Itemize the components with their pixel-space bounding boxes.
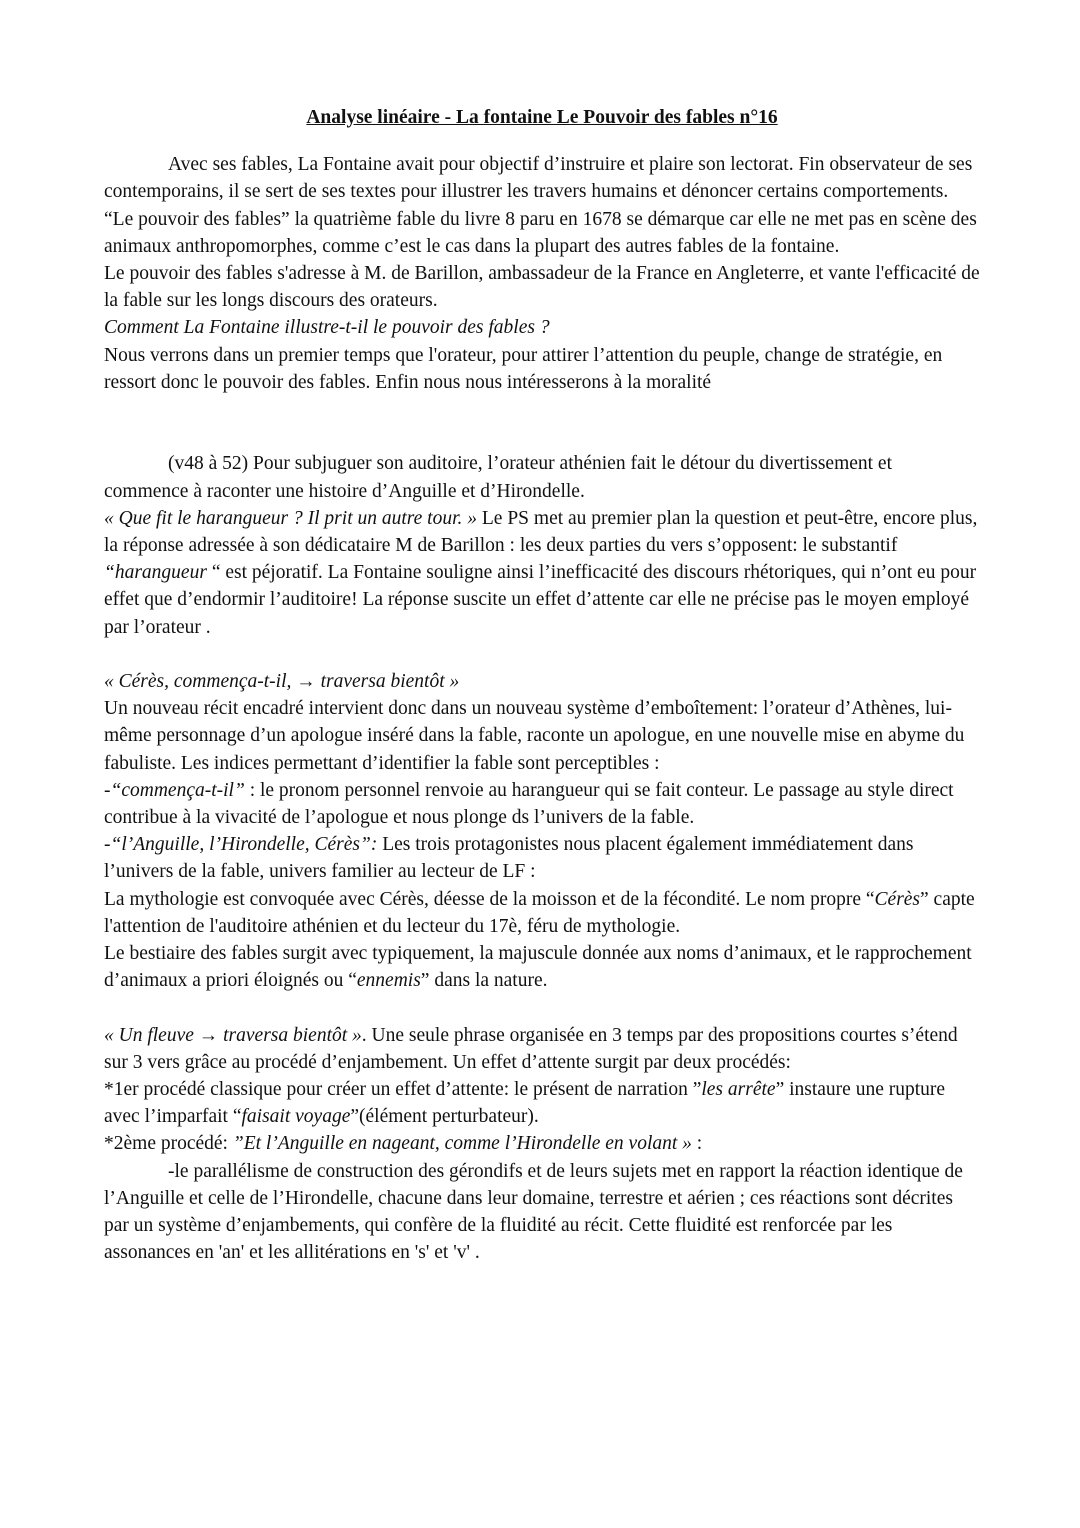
part3-paragraph-1: « Un fleuve → traversa bientôt ». Une seule phrase organisée en 3 temps par des propositions courtes s’étend sur 3 vers grâce au procédé d’enjambement. Un effet d’attente surgit par deux procédés:	[104, 1024, 958, 1073]
part2-paragraph-2: La mythologie est convoquée avec Cérès, déesse de la moisson et de la fécondité. Le nom propre “Cérès” capte l'attention de l'auditoire athénien et du lecteur du 17è, féru de mythologie.	[104, 888, 975, 937]
document-title: Analyse linéaire - La fontaine Le Pouvoir des fables n°16	[306, 107, 778, 128]
part2-bullet-1: -“commença-t-il” : le pronom personnel renvoie au harangueur qui se fait conteur. Le passage au style direct contribue à la vivacité de l’apologue et nous plonge ds l’univers de la fable.	[104, 779, 954, 829]
part2-paragraph-3: Le bestiaire des fables surgit avec typiquement, la majuscule donnée aux noms d’animaux, et le rapprochement d’animaux a priori éloignés ou “ennemis” dans la nature.	[104, 943, 972, 992]
document-page	[104, 104, 980, 1266]
problematic-question: Comment La Fontaine illustre-t-il le pouvoir des fables ?	[104, 317, 550, 339]
term-harangueur: “harangueur	[104, 562, 207, 584]
part2-bullet-2: -“l’Anguille, l’Hirondelle, Cérès”: Les trois protagonistes nous placent également immédiatement dans l’univers de la fable, univers familier au lecteur de LF :	[104, 834, 914, 883]
part3-step-1: *1er procédé classique pour créer un effet d’attente: le présent de narration ”les arrête” instaure une rupture avec l’imparfait “faisait voyage”(élément perturbateur).	[104, 1079, 946, 1128]
part3-step-2: *2ème procédé: ”Et l’Anguille en nageant, comme l’Hirondelle en volant » :	[104, 1133, 703, 1155]
intro-plan: Nous verrons dans un premier temps que l'orateur, pour attirer l’attention du peuple, change de stratégie, en ressort donc le pouvoir des fables. Enfin nous nous intéresserons à la moralité	[104, 344, 943, 393]
part3-paragraph-2: -le parallélisme de construction des gérondifs et de leurs sujets met en rapport la réaction identique de l’Anguille et celle de l’Hirondelle, chacune dans leur domaine, terrestre et aérien ; ces réactions sont décrites par un système d’enjambements, qui confère de la fluidité au récit. Cette fluidité est renforcée par les assonances en 'an' et les allitérations en 's' et 'v' .	[104, 1160, 963, 1264]
quote-harangueur: « Que fit le harangueur ? Il prit un autre tour. »	[104, 507, 478, 529]
intro-paragraph-2: “Le pouvoir des fables” la quatrième fable du livre 8 paru en 1678 se démarque car elle ne met pas en scène des animaux anthropomorphes, comme c’est le cas dans la plupart des autres fables de la fontaine.	[104, 208, 977, 257]
intro-paragraph-3: Le pouvoir des fables s'adresse à M. de Barillon, ambassadeur de la France en Angleterre, et vante l'efficacité de la fable sur les longs discours des orateurs.	[104, 263, 980, 312]
part3-quote: « Un fleuve → traversa bientôt »	[104, 1024, 362, 1046]
part1-paragraph-2: « Que fit le harangueur ? Il prit un autre tour. » Le PS met au premier plan la question et peut-être, encore plus, la réponse adressée à son dédicataire M de Barillon : les deux parties du vers s’opposent: le substantif “harangueur “ est péjoratif. La Fontaine souligne ainsi l’inefficacité des discours rhétoriques, qui n’ont eu pour effet que d’endormir l’auditoire! La réponse suscite un effet d’attente car elle ne précise pas le moyen employé par l’orateur .	[104, 507, 978, 638]
part2-paragraph-1: Un nouveau récit encadré intervient donc dans un nouveau système d’emboîtement: l’orateur d’Athènes, lui-même personnage d’un apologue inséré dans la fable, raconte un apologue, en une nouvelle mise en abyme du fabuliste. Les indices permettant d’identifier la fable sont perceptibles :	[104, 698, 965, 774]
part1-paragraph-1: (v48 à 52) Pour subjuguer son auditoire, l’orateur athénien fait le détour du divertissement et commence à raconter une histoire d’Anguille et d’Hirondelle.	[104, 453, 893, 502]
intro-paragraph-1: Avec ses fables, La Fontaine avait pour objectif d’instruire et plaire son lectorat. Fin observateur de ses contemporains, il se sert de ses textes pour illustrer les travers humains et dénoncer certains comportements.	[104, 154, 973, 203]
part2-quote: « Cérès, commença-t-il, → traversa bientôt »	[104, 671, 460, 693]
